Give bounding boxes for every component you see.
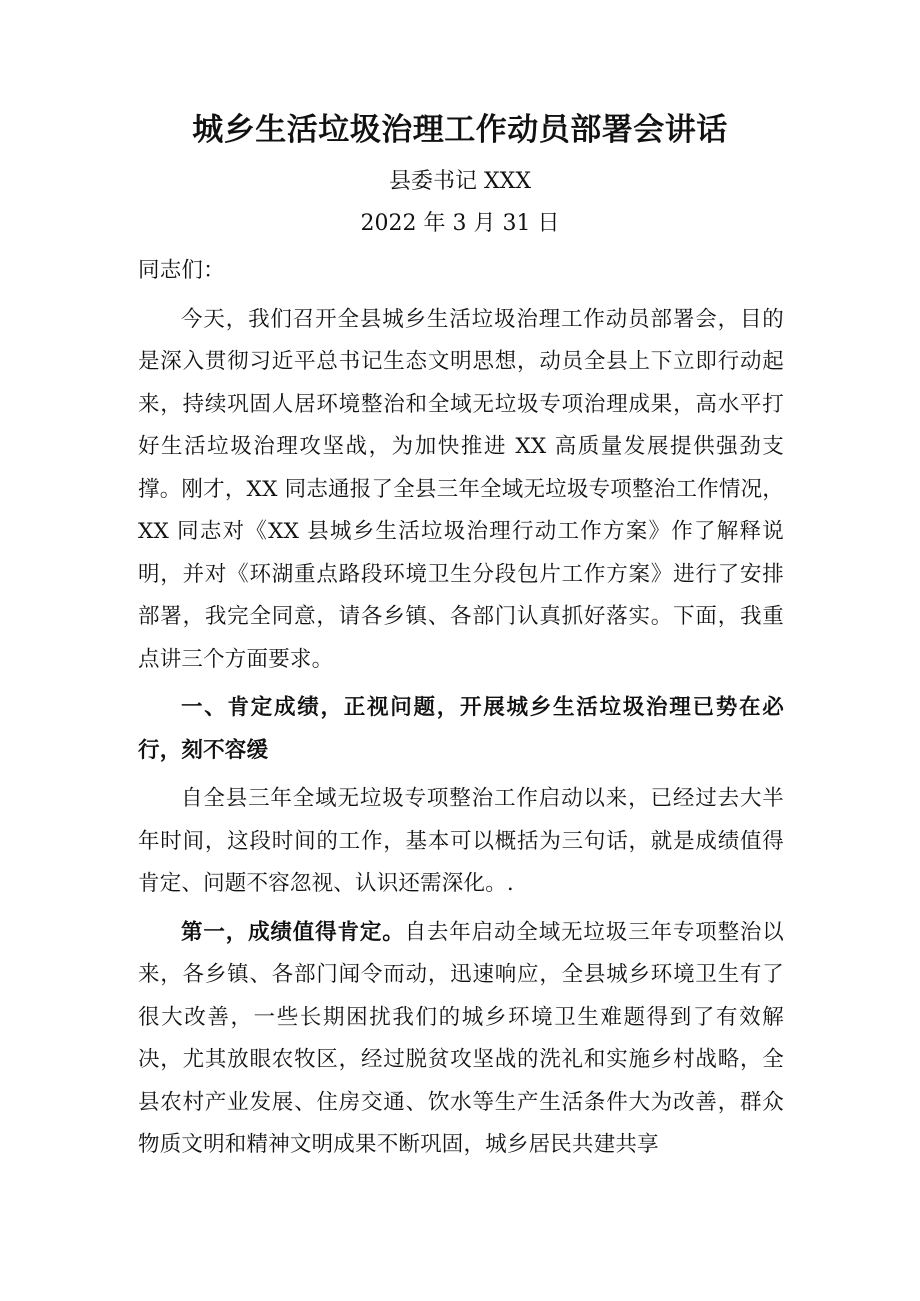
paragraph-1: 今天，我们召开全县城乡生活垃圾治理工作动员部署会，目的是深入贯彻习近平总书记生态文明思想，动员全县上下立即行动起来，持续巩固人居环境整治和全域无垃圾专项治理成果，高水平打好生活垃圾治理攻坚战，为加快推进 XX 高质量发展提供强劲支撑。刚才，XX 同志通报了全县三年全域无垃圾专项整治工作情况，XX 同志对《XX 县城乡生活垃圾治理行动工作方案》作了解释说明，并对《环湖重点路段环境卫生分段包片工作方案》进行了安排部署，我完全同意，请各乡镇、各部门认真抓好落实。下面，我重点讲三个方面要求。 [138,306,784,672]
paragraph-2: 自全县三年全域无垃圾专项整治工作启动以来，已经过去大半年时间，这段时间的工作，基本可以概括为三句话，就是成绩值得肯定、问题不容忽视、认识还需深化。. [138,786,784,896]
paragraph-3-body: 自去年启动全域无垃圾三年专项整治以来，各乡镇、各部门闻令而动，迅速响应，全县城乡环境卫生有了很大改善，一些长期困扰我们的城乡环境卫生难题得到了有效解决，尤其放眼农牧区，经过脱贫攻坚战的洗礼和实施乡村战略，全县农村产业发展、住房交通、饮水等生产生活条件大为改善，群众物质文明和精神文明成果不断巩固，城乡居民共建共享 [138,919,784,1157]
paragraph-3-lead: 第一，成绩值得肯定。 [181,919,405,945]
document-title: 城乡生活垃圾治理工作动员部署会讲话 [192,112,728,148]
paragraph-3 [138,912,784,1167]
document-body [138,250,784,1167]
section-heading-1: 一、肯定成绩，正视问题，开展城乡生活垃圾治理已势在必行，刻不容缓 [138,695,784,763]
document-date: 2022 年 3 月 31 日 [360,211,560,236]
salutation: 同志们： [138,258,225,283]
document-author: 县委书记 XXX [389,169,531,194]
